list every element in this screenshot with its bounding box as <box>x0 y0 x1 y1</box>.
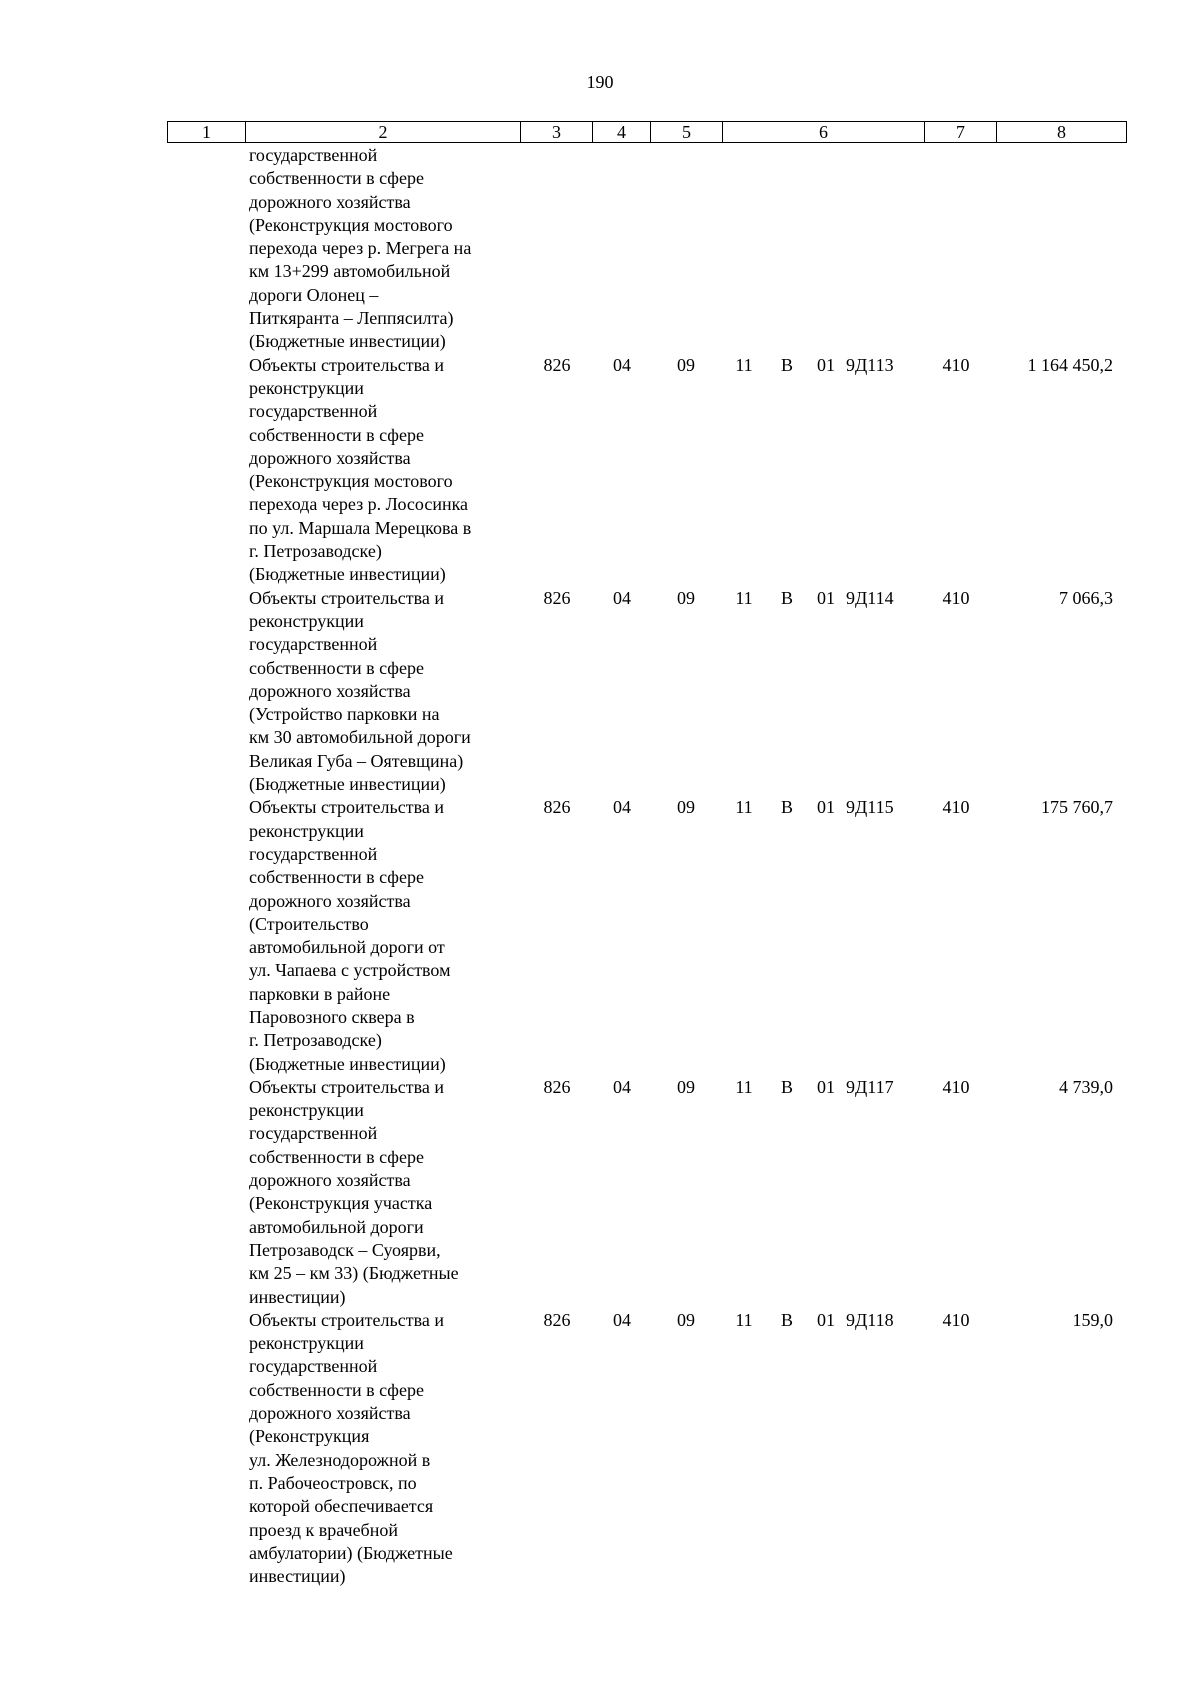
program-code-cell: 11 <box>735 1309 753 1330</box>
subprogram-letter-cell: В <box>780 1309 793 1330</box>
expense-type-cell: 410 <box>942 797 970 818</box>
target-item-code-cell: 9Д118 <box>846 1309 894 1330</box>
subprogram-letter-cell: В <box>780 797 793 818</box>
budget-code-cell: 826 <box>543 1309 571 1330</box>
section-code-cell: 04 <box>613 587 631 608</box>
amount-cell: 1 164 450,2 <box>1027 354 1113 375</box>
program-code-cell: 11 <box>735 354 753 375</box>
program-code-cell <box>720 144 768 354</box>
section-code-cell: 04 <box>613 354 631 375</box>
program-code-cell: 11 <box>735 587 753 608</box>
amount-cell: 7 066,3 <box>1059 587 1113 608</box>
target-item-code-cell: 9Д113 <box>846 354 894 375</box>
row-description: Объекты строительства и реконструкции государственной собственности в сфере дорожного хозяйства (Реконструкция ул. Железнодорожной в п. Рабочеостровск, по которой обеспечивается проезд к врачебной амбулатории) (Бюджетные инвестиции) <box>249 1309 453 1587</box>
section-code-cell: 04 <box>613 1309 631 1330</box>
expense-type-cell: 410 <box>942 1309 970 1330</box>
row-description: Объекты строительства и реконструкции государственной собственности в сфере дорожного хозяйства (Реконструкция участка автомобильной дороги Петрозаводск – Суоярви, км 25 – км 33) (Бюджетные инвестиции) <box>249 1076 459 1307</box>
budget-code-cell: 826 <box>543 797 571 818</box>
expense-type-cell: 410 <box>942 354 970 375</box>
table-row <box>167 1076 1122 1309</box>
subsection-code-cell: 09 <box>677 1309 695 1330</box>
expense-type-cell: 410 <box>942 587 970 608</box>
target-item-code-cell: 9Д114 <box>846 587 894 608</box>
budget-table <box>167 144 1122 1588</box>
column-header-6: 6 <box>723 122 925 143</box>
subprogram-letter-cell: В <box>780 354 793 375</box>
event-code-cell <box>806 144 846 354</box>
column-header-3: 3 <box>521 122 593 143</box>
budget-code-cell: 826 <box>543 1076 571 1097</box>
amount-cell <box>992 144 1122 354</box>
column-header-4: 4 <box>593 122 651 143</box>
table-row <box>167 144 1122 354</box>
table-row <box>167 1309 1122 1589</box>
column-header-5: 5 <box>651 122 723 143</box>
event-code-cell: 01 <box>817 1309 835 1330</box>
event-code-cell: 01 <box>817 587 835 608</box>
amount-cell: 4 739,0 <box>1059 1076 1113 1097</box>
event-code-cell: 01 <box>817 797 835 818</box>
expense-type-cell <box>920 144 992 354</box>
target-item-code-cell: 9Д117 <box>846 1076 894 1097</box>
table-row <box>167 354 1122 587</box>
column-header-row <box>168 122 1127 143</box>
subsection-code-cell: 09 <box>677 797 695 818</box>
row-description: Объекты строительства и реконструкции государственной собственности в сфере дорожного хозяйства (Строительство автомобильной дороги от ул. Чапаева с устройством парковки в районе Паровозного сквера в г. Петрозаводске) (Бюджетные инвестиции) <box>249 797 451 1074</box>
subsection-code-cell: 09 <box>677 1076 695 1097</box>
subsection-code-cell <box>652 144 720 354</box>
subprogram-letter-cell: В <box>780 1076 793 1097</box>
table-row <box>167 796 1122 1076</box>
page-number: 190 <box>586 72 614 92</box>
budget-code-cell: 826 <box>543 354 571 375</box>
row-description: Объекты строительства и реконструкции государственной собственности в сфере дорожного хозяйства (Реконструкция мостового перехода через р. Лососинка по ул. Маршала Мерецкова в г. Петрозаводске) (Бюджетные инвестиции) <box>249 354 472 585</box>
expense-type-cell: 410 <box>942 1076 970 1097</box>
table-row <box>167 587 1122 797</box>
column-header-8: 8 <box>997 122 1127 143</box>
row-description: государственной собственности в сфере дорожного хозяйства (Реконструкция мостового перехода через р. Мегрега на км 13+299 автомобильной дороги Олонец – Питкяранта – Леппясилта) (Бюджетные инвестиции) <box>249 145 472 352</box>
subsection-code-cell: 09 <box>677 354 695 375</box>
budget-code-cell <box>522 144 592 354</box>
section-code-cell: 04 <box>613 1076 631 1097</box>
subprogram-letter-cell <box>768 144 806 354</box>
subprogram-letter-cell: В <box>780 587 793 608</box>
column-header-1: 1 <box>168 122 246 143</box>
program-code-cell: 11 <box>735 1076 753 1097</box>
amount-cell: 159,0 <box>1072 1309 1113 1330</box>
event-code-cell: 01 <box>817 1076 835 1097</box>
target-item-code-cell: 9Д115 <box>846 797 894 818</box>
budget-code-cell: 826 <box>543 587 571 608</box>
section-code-cell <box>592 144 652 354</box>
target-item-code-cell <box>846 144 920 354</box>
amount-cell: 175 760,7 <box>1041 797 1113 818</box>
row-description: Объекты строительства и реконструкции государственной собственности в сфере дорожного хозяйства (Устройство парковки на км 30 автомобильной дороги Великая Губа – Оятевщина) (Бюджетные инвестиции) <box>249 587 471 795</box>
program-code-cell: 11 <box>735 797 753 818</box>
column-header-7: 7 <box>925 122 997 143</box>
column-header-table <box>167 121 1127 143</box>
section-code-cell: 04 <box>613 797 631 818</box>
column-header-2: 2 <box>246 122 521 143</box>
subsection-code-cell: 09 <box>677 587 695 608</box>
event-code-cell: 01 <box>817 354 835 375</box>
